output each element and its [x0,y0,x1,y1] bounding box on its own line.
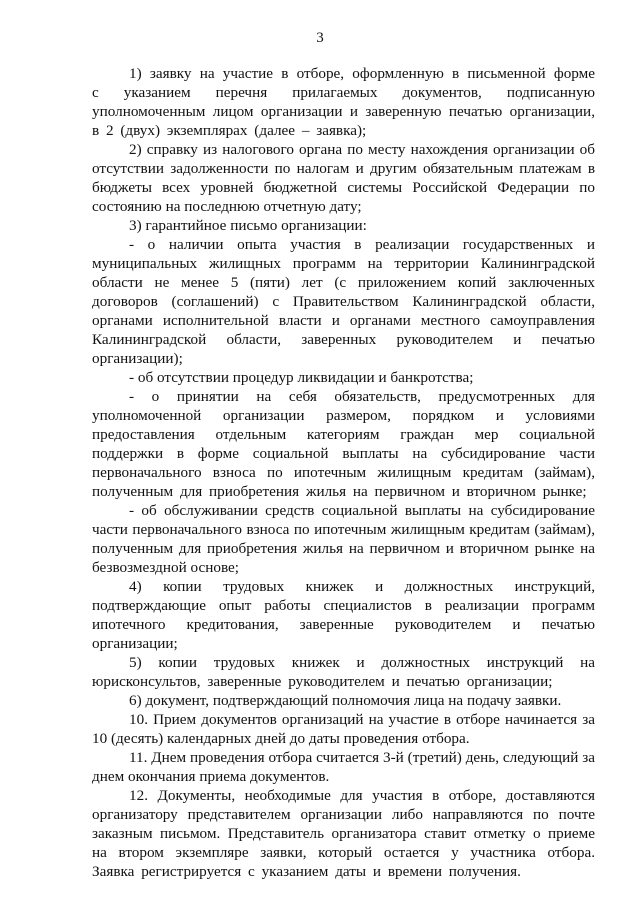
paragraph-servicing: - об обслуживании средств социальной выплаты на субсидирование части первоначального взноса по ипотечным жилищным кредитам (займам), полученным для приобретения жилья на первичном и вторичном рынке на безвозмездной основе; [92,502,595,576]
paragraph-application: 1) заявку на участие в отборе, оформленную в письменной форме с указанием перечня прилагаемых документов, подписанную уполномоченным лицом организации и заверенную печатью организации, в 2 (двух) экземплярах (далее – заявка); [92,65,595,139]
paragraph-experience: - о наличии опыта участия в реализации государственных и муниципальных жилищных программ на территории Калининградской области не менее 5 (пяти) лет (с приложением копий заключенных договоров (соглашений) с Правительством Калининградской области, органами исполнительной власти и органами местного самоуправления Калининградской области, заверенных руководителем и печатью организации); [92,236,595,367]
paragraph-legal-advisors: 5) копии трудовых книжек и должностных инструкций на юрисконсультов, заверенные руководителем и печатью организации; [92,654,595,690]
page-number: 3 [316,30,324,46]
paragraph-authority-document: 6) документ, подтверждающий полномочия лица на подачу заявки. [129,692,562,709]
paragraph-no-liquidation: - об отсутствии процедур ликвидации и банкротства; [129,369,474,386]
paragraph-item-10: 10. Прием документов организаций на участие в отборе начинается за 10 (десять) календарных дней до даты проведения отбора. [92,711,595,747]
document-body [92,64,595,881]
paragraph-tax-certificate: 2) справку из налогового органа по месту нахождения организации об отсутствии задолженности по налогам и другим обязательным платежам в бюджеты всех уровней бюджетной системы Российской Федерации по состоянию на последнюю отчетную дату; [92,141,595,215]
paragraph-employment-records: 4) копии трудовых книжек и должностных инструкций, подтверждающие опыт работы специалистов в реализации программ ипотечного кредитования, заверенные руководителем и печатью организации; [92,578,595,652]
paragraph-guarantee-letter: 3) гарантийное письмо организации: [129,217,367,234]
paragraph-item-11: 11. Днем проведения отбора считается 3-й (третий) день, следующий за днем окончания приема документов. [92,749,595,785]
paragraph-obligations: - о принятии на себя обязательств, предусмотренных для уполномоченной организации размером, порядком и условиями предоставления отдельным категориям граждан мер социальной поддержки в форме социальной выплаты на субсидирование части первоначального взноса по ипотечным жилищным кредитам (займам), полученным для приобретения жилья на первичном и вторичном рынке; [92,388,595,500]
paragraph-item-12: 12. Документы, необходимые для участия в отборе, доставляются организатору представителем организации либо направляются по почте заказным письмом. Представитель организатора ставит отметку о приеме на втором экземпляре заявки, который остается у участника отбора. Заявка регистрируется с указанием даты и времени получения. [92,787,595,880]
